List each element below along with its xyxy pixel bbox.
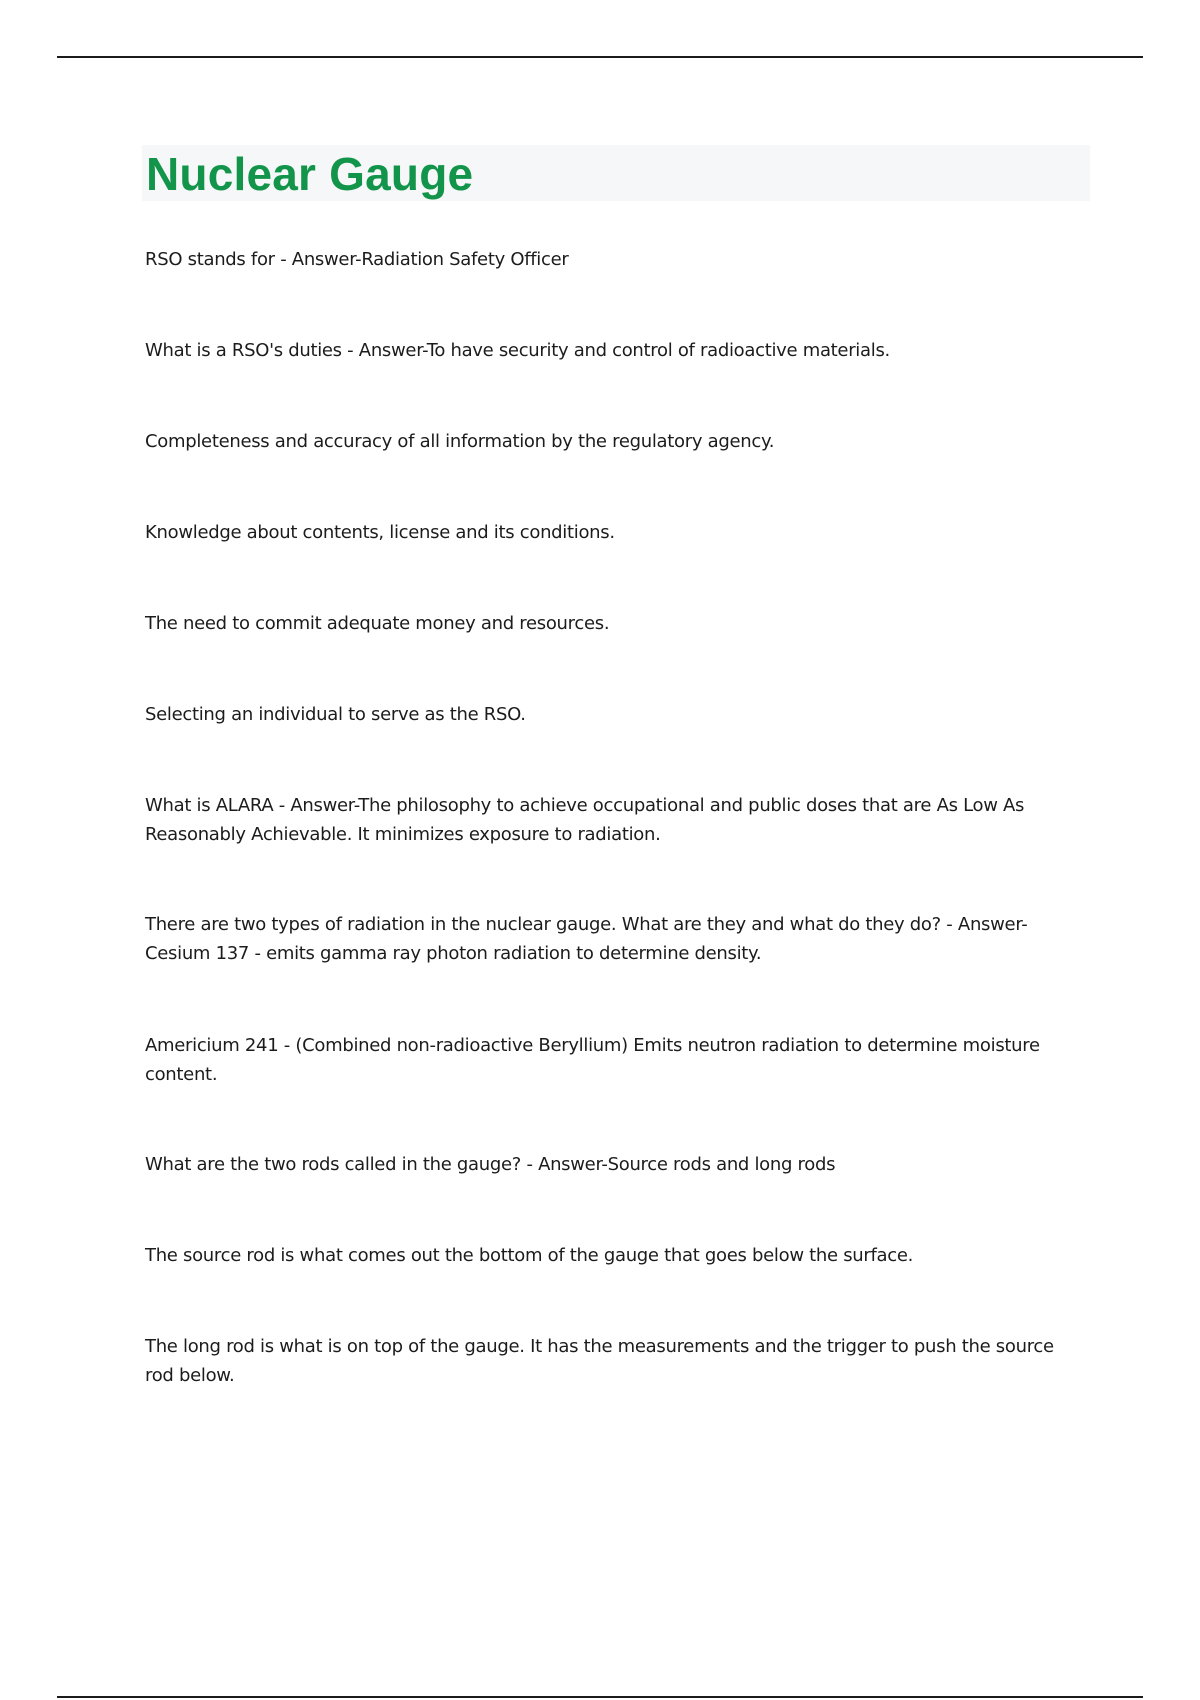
document-title: Nuclear Gauge bbox=[146, 148, 474, 200]
paragraph-long-rod: The long rod is what is on top of the gauge. It has the measurements and the trigger to push the source rod below. bbox=[145, 1336, 1054, 1386]
paragraph-selecting-rso: Selecting an individual to serve as the RSO. bbox=[145, 704, 526, 725]
paragraph-alara: What is ALARA - Answer-The philosophy to achieve occupational and public doses that are As Low As Reasonably Achievable. It minimizes exposure to radiation. bbox=[145, 795, 1025, 845]
paragraph-radiation-types: There are two types of radiation in the nuclear gauge. What are they and what do they do? - Answer-Cesium 137 - emits gamma ray photon radiation to determine density. bbox=[145, 914, 1028, 964]
paragraph-americium: Americium 241 - (Combined non-radioactive Beryllium) Emits neutron radiation to determine moisture content. bbox=[145, 1035, 1040, 1085]
paragraph-two-rods: What are the two rods called in the gauge? - Answer-Source rods and long rods bbox=[145, 1154, 836, 1175]
paragraph-rso-duties: What is a RSO's duties - Answer-To have security and control of radioactive materials. bbox=[145, 340, 890, 361]
paragraph-completeness: Completeness and accuracy of all information by the regulatory agency. bbox=[145, 431, 775, 452]
paragraph-rso-definition: RSO stands for - Answer-Radiation Safety Officer bbox=[145, 249, 569, 270]
paragraph-knowledge: Knowledge about contents, license and its conditions. bbox=[145, 522, 615, 543]
footer-rule bbox=[57, 1696, 1143, 1698]
paragraph-resources: The need to commit adequate money and resources. bbox=[145, 613, 610, 634]
paragraph-source-rod: The source rod is what comes out the bottom of the gauge that goes below the surface. bbox=[145, 1245, 914, 1266]
header-rule bbox=[57, 56, 1143, 58]
